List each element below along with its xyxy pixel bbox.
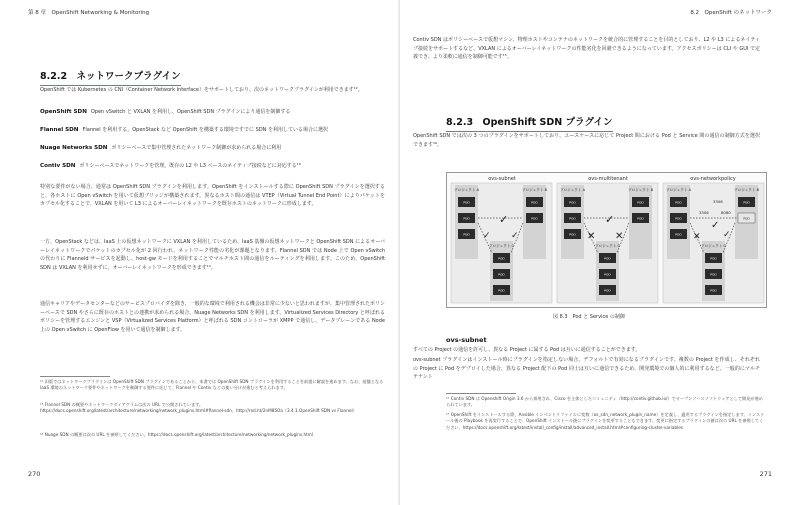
pod-label: POD — [498, 288, 505, 293]
term-flannel-sdn — [40, 126, 385, 135]
term-name: Nuage Networks SDN — [40, 145, 108, 151]
term-name: Flannel SDN — [40, 127, 79, 133]
plugins-paragraph: OpenShift SDN では次の 3 つのプラグインをサポートしており、ユースケースに応じて Project 間における Pod と Service 間の通信の制御方式を選択できます¹⁶。 — [413, 133, 760, 148]
term-nuage-sdn — [40, 144, 385, 153]
check-icon: ✓ — [511, 231, 519, 241]
figure-caption: 図 8.3 Pod と Service の制御 — [553, 314, 625, 320]
figure-pod-service-control — [446, 172, 767, 308]
pod-label: POD — [569, 232, 576, 237]
project-label: プロジェクト C — [594, 244, 621, 248]
check-icon: ✓ — [499, 213, 509, 226]
pod-label: POD — [675, 200, 682, 205]
body-paragraph-1: 特別な要件がない場合、通常は OpenShift SDN プラグインを利用します。OpenShift をインストールする際に OpenShift SDN プラグインを選択すると、各ホストに Open vSwitch を用いて仮想ブリッジが構築されます。異なるホスト間の通信は VTEP（Virtual Tunnel End Point）によりパケットをカプセル化することで、VXLAN を用いて L3 によるオーバーレイネットワークを既存ホストのネットワークに形成します。 — [40, 184, 385, 208]
pod-label: POD — [743, 216, 750, 221]
body-paragraph-3: 通信キャリアやデータセンターなどのサービスプロバイダを除き、一般的な環境で利用される機会は非常に少ないと思われますが、集中管理されたポリシーベースで SDN やさらに既存のホストとの連携が求められる場合、Nuage Networks SDN を利用します。Virtualized Services Directory と呼ばれるポリシーを管理するエンジンと VSP（Virtualized Services Platform）と呼ばれる SDN コントローラが XMPP で通信し、データプレーンである Node 上の Open vSwitch に OpenFlow を用いて通信を制御します。 — [40, 301, 385, 333]
project-label: プロジェクト B — [733, 188, 760, 192]
pod-label: POD — [604, 272, 611, 277]
pod-label: POD — [710, 288, 717, 293]
pod-label: POD — [498, 256, 505, 261]
term-desc: Open vSwitch と VXLAN を利用し、OpenShift SDN プラグインにより通信を制御する — [90, 109, 291, 115]
term-name: Contiv SDN — [40, 163, 76, 169]
check-icon: ✓ — [483, 231, 491, 241]
pod-label: POD — [675, 216, 682, 221]
project-label: プロジェクト A — [559, 188, 586, 192]
pod-label: POD — [569, 216, 576, 221]
pod-label: POD — [637, 216, 644, 221]
term-name: OpenShift SDN — [40, 109, 87, 115]
cross-icon: ✕ — [587, 231, 596, 242]
port-label: 3306 — [699, 210, 709, 215]
section-heading-8-2-2: 8.2.2 ネットワークプラグイン — [40, 68, 181, 86]
subnet-paragraph-1: すべての Project の通信を許可し、異なる Project に属する Pod は互いに通信することができます。 — [413, 347, 641, 353]
project-label: プロジェクト B — [627, 188, 654, 192]
panel-title: ovs-multitenant — [588, 176, 628, 182]
footnote-13: ¹³ Flannel SDN の概要やネットワークダイアグラムは次の URL で公開されています。https://docs.openshift.org/latest/architecture/networking/network_plugins.html#flannel-sdn、http://red.ht/2nM85Oa（3.4.1.OpenShift SDN vs Flannel） — [40, 402, 357, 414]
pod-label: POD — [463, 232, 470, 237]
panel-ovs-subnet — [451, 176, 552, 303]
pod-label: POD — [569, 200, 576, 205]
body-paragraph-2: 一方、OpenStack などは、IaaS 上の仮想ネットワークに VXLAN を利用しているため、IaaS 基盤の仮想ネットワークと OpenShift SDN によるオーバーレイネットワークでパケットのカプセル化が 2 回行われ、ネットワーク性能の劣化が課題となります。Flannel SDN では Node 上で Open vSwitch の代わりに Flanneld サービスを起動し、host-gw モードを利用することでマルチホスト間の通信をルーティングを利用します。このため、OpenShift SDN は VXLAN を利用せずに、オーバーレイネットワークを形成できます¹⁴。 — [40, 239, 385, 271]
pod-label: POD — [531, 200, 538, 205]
running-head-left: 第 8 章 OpenShift Networking & Monitoring — [28, 10, 150, 16]
panel-title: ovs-subnet — [488, 176, 516, 182]
pod-label: POD — [675, 232, 682, 237]
pod-label: POD — [637, 200, 644, 205]
panel-title: ovs-networkpolicy — [690, 176, 736, 182]
pod-label: POD — [463, 200, 470, 205]
pod-label: POD — [463, 216, 470, 221]
term-desc: ポリシーベースで集中管理されたネットワーク制御が求められる場合に利用 — [111, 145, 282, 151]
pod-label: POD — [498, 272, 505, 277]
footnote-14: ¹⁴ Nuage SDN の概要は次の URL を参照してください。https://docs.openshift.org/latest/architecture/networking/network_plugins.html — [40, 432, 313, 437]
term-contiv-sdn — [40, 162, 385, 171]
cross-icon: ✕ — [693, 232, 701, 242]
footnote-rule — [446, 393, 516, 394]
pod-label: POD — [710, 256, 717, 261]
subnet-paragraph-2: ovs-subnet プラグインはインストール時にプラグインを指定しない場合、デフォルトで有効になるプラグインです。複数の Project を作成し、それぞれの Project に Pod をデプロイした場合、異なる Project 配下の Pod 同士は互いに通信できるため、開発環境での個人的に利用するなど、一般的にマルチテナント — [413, 357, 760, 381]
check-icon: ✓ — [711, 220, 720, 231]
contiv-paragraph: Contiv SDN はポリシーベースで仮想マシン、物理ホストやコンテナのネットワークを統合的に管理することを目的としており、L2 や L3 によるネイティブ接続をサポートするなど、VXLAN によるオーバーレイネットワークの性能劣化を回避できるようになっています。アクセスポリシーは CLI や GUI で定義でき、より柔軟に通信を制御可能です¹⁵。 — [413, 37, 760, 61]
panel-ovs-networkpolicy — [663, 176, 764, 303]
intro-paragraph: OpenShift では Kubernetes の CNI（Container Network Interface）をサポートしており、次のネットワークプラグインが利用できます¹²。 — [40, 87, 363, 93]
pod-label: POD — [604, 288, 611, 293]
project-label: プロジェクト C — [700, 244, 727, 248]
project-label: プロジェクト A — [453, 188, 480, 192]
footnote-rule — [40, 376, 110, 377]
running-head-right: 8.2 OpenShift のネットワーク — [690, 10, 772, 16]
project-label: プロジェクト B — [521, 188, 548, 192]
pod-label: POD — [604, 256, 611, 261]
figure-diagram — [447, 173, 768, 309]
pod-label: POD — [531, 216, 538, 221]
check-icon: ✓ — [723, 230, 731, 240]
pod-label: POD — [743, 200, 750, 205]
footnote-16: ¹⁶ OpenShift をインストールする際、Ansible インベントリファイルに変数（os_sdn_network_plugin_name）を定義し、適用するプラグインを指定します。インストール後の Playbook を再実行することで、OpenShift インストール後にプラグインを変更することもできます。変更に指定するプラグインの値は次の URL を参照してください。https://docs.openshift.org/latest/install_config/install/advanced_install.html#configuring-cluster-variables — [446, 412, 765, 430]
project-label: プロジェクト C — [488, 244, 515, 248]
cross-icon: ✕ — [615, 231, 624, 242]
pod-label: POD — [710, 272, 717, 277]
term-desc: Flannel を利用する。OpenStack など OpenShift を構築する環境ですでに SDN を利用している場合に選択 — [82, 127, 329, 133]
page-number-left: 270 — [28, 470, 41, 478]
port-label: 3306 — [713, 199, 723, 204]
check-icon: ✓ — [605, 213, 615, 226]
port-label: 8080 — [721, 210, 731, 215]
subheading-ovs-subnet: ovs-subnet — [446, 336, 487, 344]
project-label: プロジェクト A — [665, 188, 692, 192]
term-openshift-sdn — [40, 108, 385, 117]
term-desc: ポリシーベースでネットワークを管理。既存の L2 や L3 ベースのネイティブ接続などに対応する¹³ — [79, 163, 301, 169]
footnote-12: ¹² 旧版ではネットワークプラグインは OpenShift SDN プラグインであることから、本書では OpenShift SDN プラグインを利用することを前提に解説を進めます。なお、基盤となる IaaS 環境のネットワーク要件やネットワークを制御する要件に応じて、Flannel や Contiv などの使い分けが進むと考えられます。 — [40, 379, 384, 391]
page-number-right: 271 — [759, 470, 772, 478]
footnote-15: ¹⁵ Contiv SDN は Openshift Origin 3.6 から採用され、Cisco を主体としたコミュニティ（http://contiv.github.io/）でオープンソースソフトウェアとして開発が進められています。 — [446, 396, 763, 408]
section-heading-8-2-3: 8.2.3 OpenShift SDN プラグイン — [446, 114, 613, 132]
panel-ovs-multitenant — [557, 176, 658, 303]
